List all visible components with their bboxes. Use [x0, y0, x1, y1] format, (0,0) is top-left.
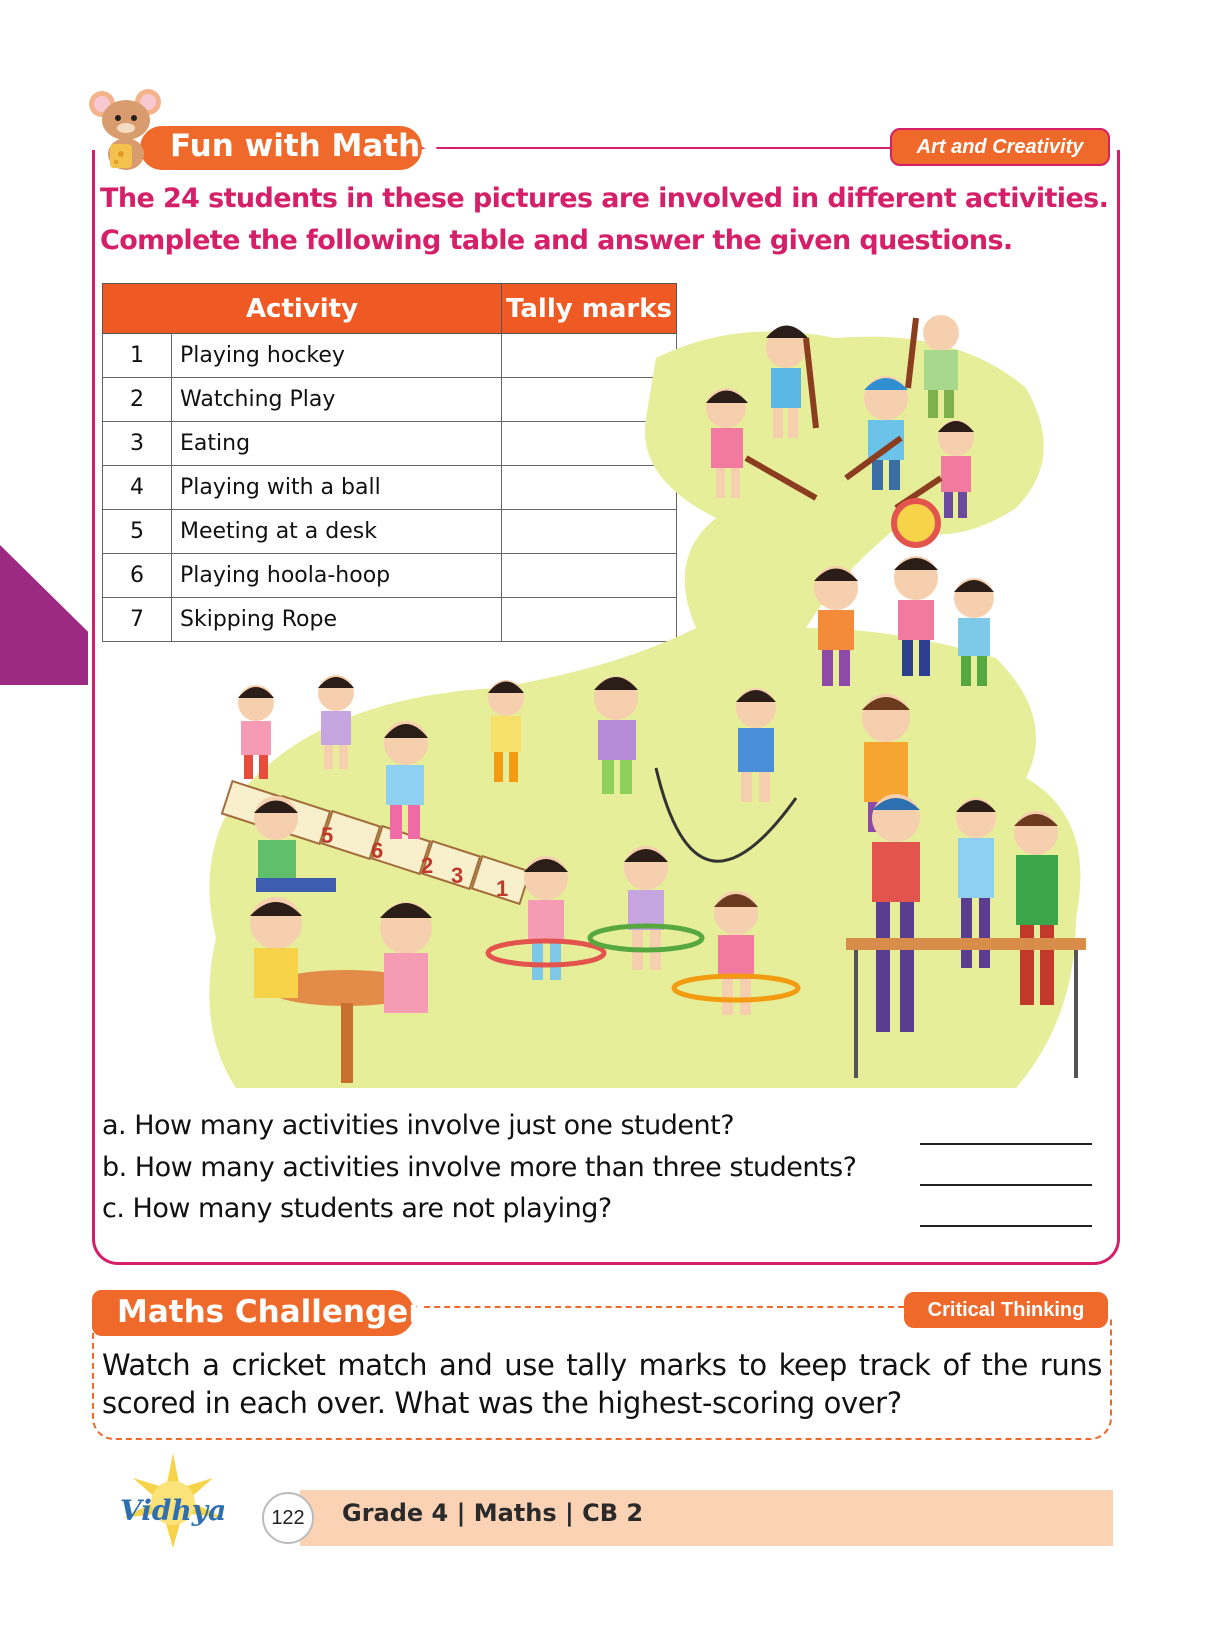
answer-line-c[interactable]	[920, 1225, 1092, 1227]
row-activity: Watching Play	[172, 378, 502, 422]
challenger-rule	[414, 1306, 904, 1308]
row-activity: Playing hoola-hoop	[172, 554, 502, 598]
row-number: 5	[103, 510, 172, 554]
row-number: 3	[103, 422, 172, 466]
row-activity: Playing with a ball	[172, 466, 502, 510]
row-activity: Skipping Rope	[172, 598, 502, 642]
row-number: 2	[103, 378, 172, 422]
instruction-line-2: Complete the following table and answer the given questions.	[100, 225, 1013, 256]
page-number: 122	[262, 1492, 314, 1544]
answer-line-b[interactable]	[920, 1184, 1092, 1186]
challenger-text: Watch a cricket match and use tally marks to keep track of the runs scored in each over. What was the highest-scoring over?	[102, 1348, 1102, 1420]
hopscotch-number: 6	[371, 838, 384, 863]
hopscotch-number: 2	[421, 853, 434, 878]
hopscotch-number: 5	[321, 823, 334, 848]
question-b: b. How many activities involve more than three students?	[102, 1152, 857, 1183]
row-activity: Eating	[172, 422, 502, 466]
row-number: 6	[103, 554, 172, 598]
fun-with-maths-title: Fun with Maths	[170, 128, 439, 164]
instruction-line-1: The 24 students in these pictures are involved in different activities.	[100, 183, 1109, 214]
playground-illustration	[196, 298, 1106, 1098]
row-activity: Meeting at a desk	[172, 510, 502, 554]
desk	[846, 938, 1086, 950]
maths-challenger-title: Maths Challenger	[117, 1294, 424, 1330]
activity-header: Activity	[103, 284, 502, 334]
header-rule	[420, 147, 890, 149]
footer-label: Grade 4 | Maths | CB 2	[342, 1499, 644, 1527]
row-number: 4	[103, 466, 172, 510]
side-tab-decoration	[0, 545, 88, 685]
mouse-mascot-icon	[88, 86, 164, 178]
answer-line-a[interactable]	[920, 1143, 1092, 1145]
art-and-creativity-badge: Art and Creativity	[890, 128, 1110, 166]
row-number: 7	[103, 598, 172, 642]
critical-thinking-badge: Critical Thinking	[904, 1292, 1108, 1328]
row-number: 1	[103, 334, 172, 378]
question-a: a. How many activities involve just one student?	[102, 1110, 735, 1141]
question-c: c. How many students are not playing?	[102, 1193, 612, 1224]
vidhya-logo	[88, 1448, 258, 1558]
tally-marks-header: Tally marks	[502, 284, 677, 334]
hopscotch-number: 3	[451, 863, 464, 888]
row-activity: Playing hockey	[172, 334, 502, 378]
hopscotch-number: 1	[496, 876, 509, 901]
logo-text: Vidhya	[120, 1494, 227, 1527]
